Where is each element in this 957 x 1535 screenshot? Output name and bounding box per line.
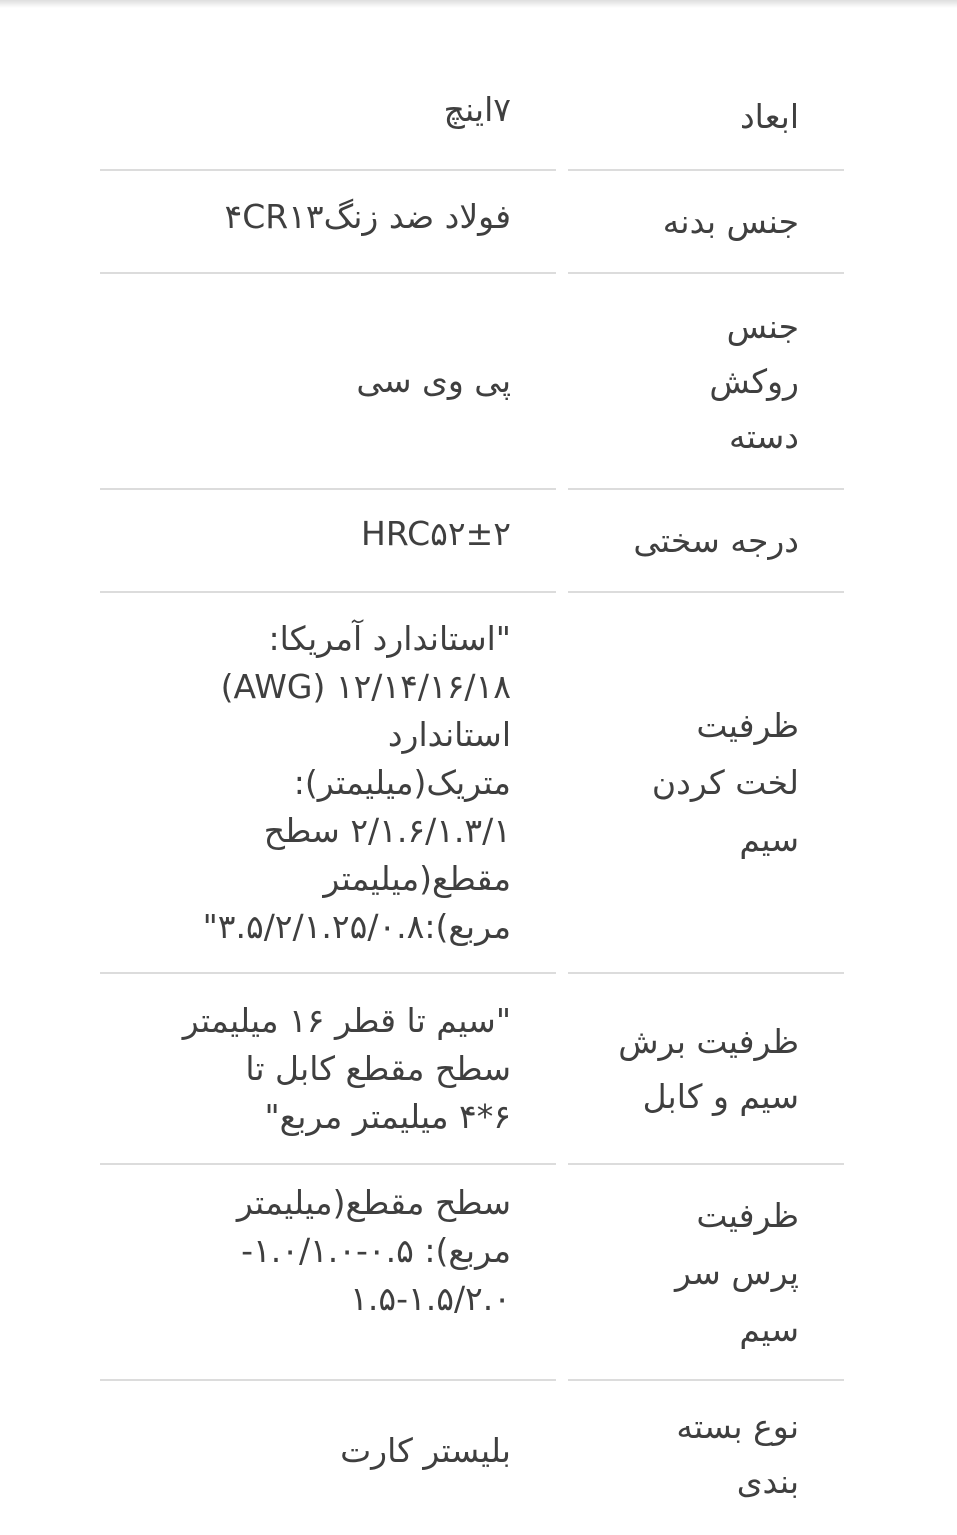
spec-value: "سیم تا قطر ۱۶ میلیمتر سطح مقطع کابل تا ۶*۴ میلیمتر مربع" (100, 974, 556, 1165)
spec-value: بلیستر کارت (340, 1431, 511, 1470)
spec-row-hardness (100, 490, 844, 593)
spec-row-dimensions (100, 64, 844, 171)
spec-row-handle-coating (100, 274, 844, 490)
spec-label: ابعاد (568, 64, 844, 171)
spec-value: فولاد ضد زنگ۴CR۱۳ (100, 171, 556, 274)
spec-value: HRC۵۲±۲ (100, 490, 556, 593)
specifications-table (100, 64, 844, 1531)
spec-value: ۷اینچ (100, 64, 556, 171)
spec-label: درجه سختی (568, 490, 844, 593)
spec-value: سطح مقطع(میلیمتر مربع): ۰.۵-۱.۰/۱.۰- ۱.۵-۱.۵/۲.۰ (100, 1165, 556, 1381)
spec-label: جنس بدنه (568, 171, 844, 274)
top-shadow (0, 0, 957, 8)
spec-label: جنس روکش دسته (568, 274, 844, 490)
spec-row-body-material (100, 171, 844, 274)
spec-label: ظرفیت لخت کردن سیم (568, 593, 844, 974)
spec-value: پی وی سی (100, 274, 556, 490)
spec-label: ظرفیت پرس سر سیم (568, 1165, 844, 1381)
spec-row-stripping-capacity (100, 593, 844, 974)
spec-row-packaging (100, 1381, 844, 1531)
spec-row-cutting-capacity (100, 974, 844, 1165)
spec-row-crimping-capacity (100, 1165, 844, 1381)
spec-label: نوع بسته بندی (676, 1407, 799, 1501)
spec-value: "استاندارد آمریکا: ۱۲/۱۴/۱۶/۱۸ (AWG) استاندارد متریک(میلیمتر): ۲/۱.۶/۱.۳/۱ سطح مقطع(میلیمتر مربع):۳.۵/۲/۱.۲۵/۰.۸" (100, 593, 556, 974)
spec-label: ظرفیت برش سیم و کابل (568, 974, 844, 1165)
